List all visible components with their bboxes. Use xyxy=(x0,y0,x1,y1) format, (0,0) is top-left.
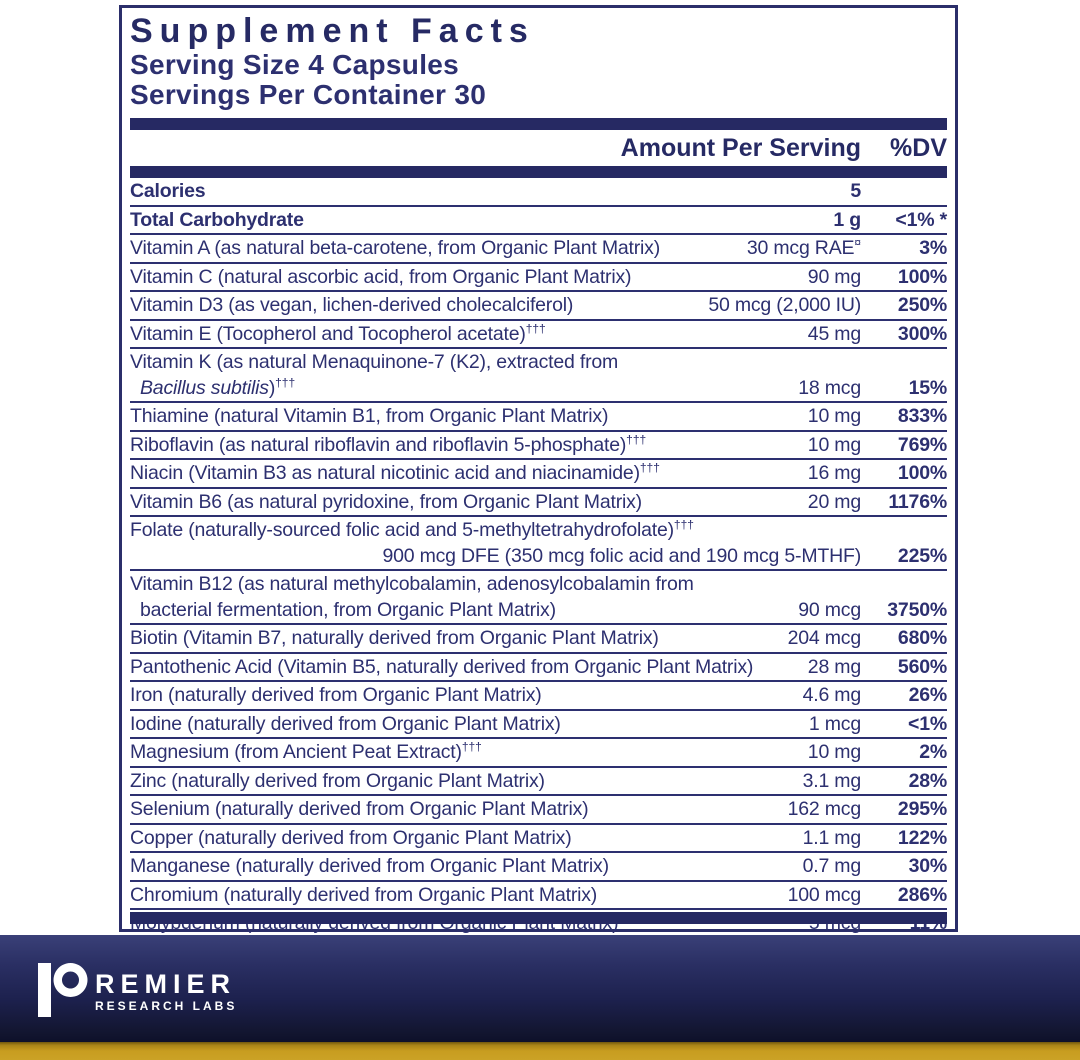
row-amount: 204 mcg xyxy=(787,627,861,649)
panel-title: Supplement Facts xyxy=(130,12,535,50)
row-dv: 295% xyxy=(897,798,947,820)
table-row xyxy=(130,264,947,293)
table-row xyxy=(130,489,947,518)
row-dv xyxy=(867,350,947,376)
row-amount: 0.7 mg xyxy=(802,855,861,877)
table-row-line1 xyxy=(130,179,947,205)
brand-name: REMIER xyxy=(95,969,237,999)
table-row-line1 xyxy=(130,490,947,516)
table-row-line1 xyxy=(130,769,947,795)
table-row-line1 xyxy=(130,322,947,348)
row-name: Vitamin A (as natural beta-carotene, from Organic Plant Matrix) xyxy=(130,237,661,259)
brand-subtitle: RESEARCH LABS xyxy=(95,999,238,1013)
table-row-line1 xyxy=(130,433,947,459)
table-row-line1 xyxy=(130,208,947,234)
row-name: Chromium (naturally derived from Organic Plant Matrix) xyxy=(130,883,598,906)
table-row-line1 xyxy=(130,655,947,681)
row-name: Folate (naturally-sourced folic acid and 5-methyltetrahydrofolate)††† xyxy=(130,518,694,541)
row-dv: <1% xyxy=(908,712,947,735)
row-name: Biotin (Vitamin B7, naturally derived from Organic Plant Matrix) xyxy=(130,627,659,649)
table-row xyxy=(130,235,947,264)
table-row xyxy=(130,853,947,882)
row-amount: 16 mg xyxy=(807,462,861,484)
table-row-line2 xyxy=(130,598,947,624)
row-dv: 2% xyxy=(919,741,947,763)
row-name: Iron (naturally derived from Organic Plant Matrix) xyxy=(130,684,542,706)
row-amount: 4.6 mg xyxy=(802,684,861,706)
row-amount: 100 mcg xyxy=(787,883,861,906)
row-name: Vitamin E (Tocopherol and Tocopherol acetate)††† xyxy=(130,321,546,345)
facts-rows xyxy=(130,178,947,939)
row-name: Zinc (naturally derived from Organic Plant Matrix) xyxy=(130,769,545,792)
table-row-line1 xyxy=(130,683,947,709)
row-dv: 26% xyxy=(908,684,947,706)
divider-bar-header xyxy=(130,166,947,178)
table-row xyxy=(130,432,947,461)
table-row-line1 xyxy=(130,404,947,430)
table-row xyxy=(130,207,947,236)
table-row-line1 xyxy=(130,461,947,487)
column-header-amount: Amount Per Serving xyxy=(620,134,861,162)
table-row-line1 xyxy=(130,518,947,544)
column-header-row xyxy=(130,130,947,166)
footer-band xyxy=(0,935,1080,1042)
row-dv xyxy=(867,518,947,544)
row-name: Vitamin D3 (as vegan, lichen-derived cholecalciferol) xyxy=(130,294,574,316)
row-amount: 1 mcg xyxy=(808,712,861,735)
table-row xyxy=(130,460,947,489)
table-row-line2 xyxy=(130,376,947,402)
table-row-line1 xyxy=(130,826,947,852)
row-name: Magnesium (from Ancient Peat Extract)††† xyxy=(130,740,482,763)
table-row-line1 xyxy=(130,854,947,880)
row-name: Thiamine (natural Vitamin B1, from Organic Plant Matrix) xyxy=(130,405,609,427)
row-name: Total Carbohydrate xyxy=(130,208,304,231)
row-amount: 900 mcg DFE (350 mcg folic acid and 190 mcg 5-MTHF) xyxy=(382,544,861,567)
gold-bottom-bar xyxy=(0,1042,1080,1060)
row-name: Manganese (naturally derived from Organic Plant Matrix) xyxy=(130,855,609,877)
serving-size-line: Serving Size 4 Capsules xyxy=(130,49,460,80)
table-row-line2 xyxy=(130,544,947,570)
row-amount: 50 mcg (2,000 IU) xyxy=(708,294,861,316)
row-amount: 5 xyxy=(850,180,861,202)
table-row xyxy=(130,654,947,683)
table-row xyxy=(130,517,947,571)
table-row-line1 xyxy=(130,797,947,823)
row-dv: 286% xyxy=(897,883,947,906)
table-row xyxy=(130,739,947,768)
row-dv: 100% xyxy=(897,462,947,484)
row-amount: 10 mg xyxy=(807,741,861,763)
row-dv: 250% xyxy=(897,294,947,316)
row-amount: 10 mg xyxy=(807,405,861,427)
table-row xyxy=(130,711,947,740)
row-dv: <1% * xyxy=(895,208,947,231)
row-dv: 769% xyxy=(897,433,947,456)
table-row xyxy=(130,321,947,350)
row-dv: 15% xyxy=(908,376,947,399)
row-dv: 225% xyxy=(897,544,947,567)
table-row-line1 xyxy=(130,740,947,766)
row-name: Vitamin C (natural ascorbic acid, from Organic Plant Matrix) xyxy=(130,265,632,288)
row-dv: 680% xyxy=(897,627,947,649)
row-dv: 30% xyxy=(908,855,947,877)
table-row-line1 xyxy=(130,293,947,319)
row-name-line2 xyxy=(130,544,376,570)
brand-text xyxy=(95,969,238,1013)
row-dv: 1176% xyxy=(888,490,947,513)
divider-bar-top xyxy=(130,118,947,130)
row-name: Vitamin B6 (as natural pyridoxine, from Organic Plant Matrix) xyxy=(130,490,642,513)
table-row xyxy=(130,571,947,625)
table-row-line1 xyxy=(130,350,947,376)
table-row xyxy=(130,349,947,403)
row-amount: 90 mcg xyxy=(798,598,861,621)
brand-logo xyxy=(38,963,237,1017)
table-row xyxy=(130,403,947,432)
row-name: Iodine (naturally derived from Organic Plant Matrix) xyxy=(130,712,561,735)
row-dv xyxy=(867,572,947,598)
supplement-facts-panel xyxy=(119,5,958,932)
row-dv: 560% xyxy=(897,655,947,678)
row-name: Vitamin B12 (as natural methylcobalamin, adenosylcobalamin from xyxy=(130,573,694,595)
row-name: Riboflavin (as natural riboflavin and riboflavin 5-phosphate)††† xyxy=(130,432,647,456)
row-amount: 1.1 mg xyxy=(802,826,861,849)
row-amount: 162 mcg xyxy=(787,798,861,820)
row-dv: 833% xyxy=(897,405,947,427)
table-row-line1 xyxy=(130,712,947,738)
row-name: Niacin (Vitamin B3 as natural nicotinic acid and niacinamide)††† xyxy=(130,461,660,484)
row-name: Selenium (naturally derived from Organic Plant Matrix) xyxy=(130,798,589,820)
row-dv: 3750% xyxy=(887,598,947,621)
divider-bar-bottom xyxy=(130,912,947,924)
row-dv: 28% xyxy=(908,769,947,792)
column-header-dv: %DV xyxy=(890,134,947,162)
row-dv: 122% xyxy=(897,826,947,849)
table-row-line1 xyxy=(130,236,947,262)
table-row-line1 xyxy=(130,626,947,652)
row-dv: 3% xyxy=(919,237,947,259)
row-amount: 1 g xyxy=(833,208,861,231)
table-row xyxy=(130,292,947,321)
row-name: Copper (naturally derived from Organic Plant Matrix) xyxy=(130,826,572,849)
brand-p-icon xyxy=(38,963,90,1017)
row-amount: 90 mg xyxy=(807,265,861,288)
row-amount: 3.1 mg xyxy=(802,769,861,792)
table-row-line1 xyxy=(130,883,947,909)
row-dv xyxy=(867,179,947,205)
row-name: Calories xyxy=(130,180,206,202)
row-amount: 10 mg xyxy=(807,433,861,456)
row-dv: 300% xyxy=(897,322,947,345)
table-row xyxy=(130,768,947,797)
row-amount: 20 mg xyxy=(807,490,861,513)
table-row xyxy=(130,825,947,854)
row-amount: 28 mg xyxy=(807,655,861,678)
servings-per-container-line: Servings Per Container 30 xyxy=(130,79,487,110)
table-row xyxy=(130,682,947,711)
row-amount: 30 mcg RAE¤ xyxy=(746,235,861,259)
row-name: Vitamin K (as natural Menaquinone-7 (K2), extracted from xyxy=(130,351,619,373)
table-row xyxy=(130,178,947,207)
row-name-line2: bacterial fermentation, from Organic Plant Matrix) xyxy=(140,598,556,621)
table-row-line1 xyxy=(130,265,947,291)
row-amount: 18 mcg xyxy=(798,376,861,399)
table-row-line1 xyxy=(130,572,947,598)
table-row xyxy=(130,796,947,825)
table-row xyxy=(130,625,947,654)
row-amount: 45 mg xyxy=(807,322,861,345)
row-name: Pantothenic Acid (Vitamin B5, naturally derived from Organic Plant Matrix) xyxy=(130,655,754,678)
row-dv: 100% xyxy=(897,265,947,288)
table-row xyxy=(130,882,947,911)
row-name-line2: Bacillus subtilis)††† xyxy=(140,375,296,399)
